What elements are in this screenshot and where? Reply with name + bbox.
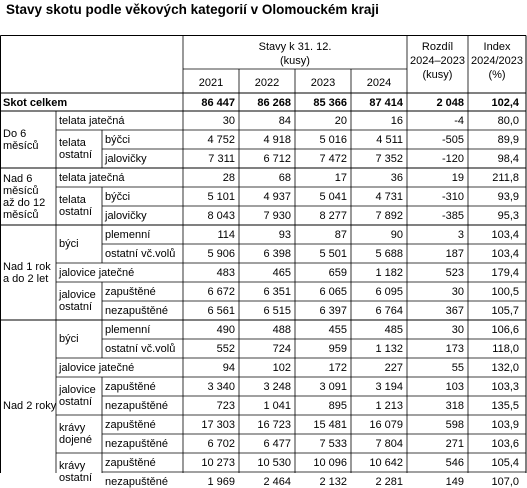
row-value: 103,9 bbox=[491, 419, 519, 431]
sub-label-kravy_ostatni: krávy bbox=[59, 460, 86, 472]
page-title: Stavy skotu podle věkových kategorií v Olomouckém kraji bbox=[6, 2, 379, 17]
row-value: 15 481 bbox=[313, 419, 347, 431]
row-value: 10 642 bbox=[369, 457, 403, 469]
row-value: 7 533 bbox=[319, 438, 347, 450]
row-value: 93 bbox=[278, 229, 291, 241]
row-value: 6 065 bbox=[319, 286, 347, 298]
header-index: (%) bbox=[488, 69, 506, 81]
row-value: 6 712 bbox=[263, 153, 291, 165]
row-value: 16 bbox=[390, 115, 403, 127]
row-value: 103,4 bbox=[491, 248, 519, 260]
header-index: Index bbox=[483, 41, 511, 53]
row-label: plemenní bbox=[105, 324, 151, 336]
group-label-g1: Do 6 bbox=[3, 127, 27, 140]
row-value: 485 bbox=[384, 324, 403, 336]
row-label: býčci bbox=[105, 191, 131, 203]
row-label: zapuštěné bbox=[105, 457, 156, 469]
row-value: 30 bbox=[451, 324, 464, 336]
row-value: 118,0 bbox=[492, 343, 519, 355]
row-value: 16 723 bbox=[257, 419, 291, 431]
row-value: 3 bbox=[457, 229, 464, 241]
row-value: 87 bbox=[334, 229, 347, 241]
sub-label-jalovice_ostatni: ostatní bbox=[59, 396, 93, 408]
row-label: nezapuštěné bbox=[105, 438, 168, 450]
row-value: 4 731 bbox=[375, 191, 403, 203]
sub-label-kravy_ostatni: ostatní bbox=[59, 472, 93, 484]
row-value: 8 043 bbox=[207, 210, 235, 222]
row-value: -385 bbox=[441, 210, 464, 222]
group-label-g2: až do 12 bbox=[3, 196, 46, 209]
row-value: 16 079 bbox=[369, 419, 403, 431]
row-value: 187 bbox=[445, 248, 464, 260]
row-value: 659 bbox=[328, 267, 347, 279]
row-value: 7 311 bbox=[208, 153, 235, 165]
sub-label-jalovice_ostatni: jalovice bbox=[59, 289, 96, 301]
sub-label-telata_ostatni: ostatní bbox=[59, 149, 93, 161]
header-index: 2024/2023 bbox=[471, 55, 523, 67]
row-value: 465 bbox=[272, 267, 291, 279]
row-value: 6 561 bbox=[207, 305, 235, 317]
row-value: 98,4 bbox=[497, 153, 519, 165]
header-rozdil: (kusy) bbox=[422, 69, 453, 81]
row-value: 959 bbox=[328, 343, 347, 355]
row-value: 68 bbox=[278, 172, 291, 184]
row-value: 6 351 bbox=[263, 286, 291, 298]
group-label-g4: Nad 2 roky bbox=[3, 399, 57, 412]
row-value: 7 892 bbox=[375, 210, 403, 222]
row-value: 7 930 bbox=[263, 210, 291, 222]
row-value: 105,7 bbox=[491, 305, 519, 317]
row-value: 103,6 bbox=[491, 438, 519, 450]
total-value: 86 447 bbox=[201, 97, 235, 109]
row-value: 30 bbox=[451, 286, 464, 298]
row-value: 17 bbox=[334, 172, 347, 184]
row-label: nezapuštěné bbox=[105, 400, 168, 412]
total-value: 87 414 bbox=[369, 97, 403, 109]
row-value: 7 804 bbox=[375, 438, 403, 450]
row-value: 552 bbox=[216, 343, 235, 355]
sub-label-jalovice_ostatni: jalovice bbox=[59, 384, 96, 396]
sub-label-jalovice_ostatni: ostatní bbox=[59, 301, 93, 313]
group-label-g2: měsíců bbox=[3, 184, 39, 197]
row-label: zapuštěné bbox=[105, 286, 156, 298]
row-value: 103,3 bbox=[491, 381, 519, 393]
header-year: 2022 bbox=[254, 77, 280, 89]
row-value: 100,5 bbox=[491, 286, 519, 298]
row-value: 4 511 bbox=[376, 134, 403, 146]
group-label-g1: měsíců bbox=[3, 139, 39, 152]
row-value: -310 bbox=[441, 191, 464, 203]
row-value: 3 340 bbox=[207, 381, 235, 393]
header-year: 2021 bbox=[198, 77, 224, 89]
sub-label-telata_ostatni: ostatní bbox=[59, 206, 93, 218]
row-value: 6 702 bbox=[207, 438, 235, 450]
row-value: 93,9 bbox=[497, 191, 519, 203]
row-label: plemenní bbox=[105, 229, 151, 241]
row-value: 5 906 bbox=[207, 248, 235, 260]
header-stavy-unit: (kusy) bbox=[280, 55, 310, 67]
group-label-g3: a do 2 let bbox=[3, 272, 49, 285]
sub-label-telata_ostatni: telata bbox=[59, 194, 86, 206]
row-value: 89,9 bbox=[497, 134, 519, 146]
row-value: 7 352 bbox=[375, 153, 403, 165]
row-value: 271 bbox=[445, 438, 464, 450]
header-year: 2024 bbox=[366, 77, 392, 89]
row-label: jalovičky bbox=[105, 153, 147, 165]
row-value: 3 091 bbox=[319, 381, 347, 393]
row-value: 3 248 bbox=[263, 381, 291, 393]
row-label: zapuštěné bbox=[105, 381, 156, 393]
row-value: 149 bbox=[445, 476, 464, 488]
row-value: 6 398 bbox=[263, 248, 291, 260]
row-value: 10 530 bbox=[257, 457, 291, 469]
row-value: 6 764 bbox=[375, 305, 403, 317]
row-value: 1 182 bbox=[375, 267, 403, 279]
row-value: 106,6 bbox=[491, 324, 519, 336]
sub-label-byci: býci bbox=[59, 238, 79, 250]
row-label: jalovice jatečné bbox=[59, 362, 135, 374]
row-value: 102 bbox=[272, 362, 291, 374]
row-value: 55 bbox=[451, 362, 464, 374]
group-label-g3: Nad 1 rok bbox=[3, 260, 51, 273]
row-value: 105,4 bbox=[491, 457, 519, 469]
row-value: 6 095 bbox=[375, 286, 403, 298]
row-value: 724 bbox=[272, 343, 291, 355]
row-value: 895 bbox=[328, 400, 347, 412]
group-label-g2: Nad 6 bbox=[3, 172, 33, 185]
row-value: 5 041 bbox=[319, 191, 347, 203]
row-value: 6 477 bbox=[263, 438, 291, 450]
row-value: 84 bbox=[278, 115, 291, 127]
row-value: 172 bbox=[328, 362, 347, 374]
row-value: 6 515 bbox=[263, 305, 291, 317]
row-value: 36 bbox=[390, 172, 403, 184]
row-value: 114 bbox=[217, 229, 235, 241]
row-value: 4 918 bbox=[263, 134, 291, 146]
row-value: 3 194 bbox=[375, 381, 403, 393]
row-label: nezapuštěné bbox=[105, 305, 168, 317]
row-value: 455 bbox=[328, 324, 347, 336]
header-rozdil: 2024–2023 bbox=[409, 55, 466, 67]
row-label: býčci bbox=[105, 134, 131, 146]
row-value: 211,8 bbox=[492, 172, 519, 184]
row-value: -505 bbox=[441, 134, 464, 146]
row-value: 523 bbox=[445, 267, 464, 279]
row-value: 723 bbox=[216, 400, 235, 412]
row-value: 20 bbox=[334, 115, 347, 127]
row-value: 135,5 bbox=[491, 400, 519, 412]
row-value: 6 672 bbox=[207, 286, 235, 298]
row-value: 483 bbox=[216, 267, 235, 279]
row-value: 80,0 bbox=[497, 115, 519, 127]
header-year: 2023 bbox=[310, 77, 336, 89]
total-value: 85 366 bbox=[313, 97, 347, 109]
row-value: 10 096 bbox=[313, 457, 347, 469]
row-value: 1 132 bbox=[375, 343, 403, 355]
row-value: 7 472 bbox=[319, 153, 347, 165]
row-value: 30 bbox=[222, 115, 235, 127]
header-rozdil: Rozdíl bbox=[421, 41, 454, 53]
row-value: 103,4 bbox=[491, 229, 519, 241]
sub-label-kravy_dojene: krávy bbox=[59, 422, 86, 434]
row-value: 5 501 bbox=[319, 248, 347, 260]
total-value: 102,4 bbox=[491, 97, 519, 109]
total-value: 2 048 bbox=[436, 97, 464, 109]
row-value: 1 041 bbox=[263, 400, 291, 412]
row-value: 179,4 bbox=[491, 267, 519, 279]
row-value: 10 273 bbox=[201, 457, 235, 469]
row-label: ostatní vč.volů bbox=[105, 343, 176, 355]
row-label: nezapuštěné bbox=[105, 476, 168, 488]
row-label: jalovice jatečné bbox=[59, 267, 135, 279]
sub-label-kravy_dojene: dojené bbox=[59, 434, 93, 446]
row-label: telata jatečná bbox=[59, 172, 125, 184]
row-value: 19 bbox=[451, 172, 464, 184]
row-value: 488 bbox=[272, 324, 291, 336]
row-label: telata jatečná bbox=[59, 115, 125, 127]
row-value: 1 213 bbox=[375, 400, 403, 412]
row-value: 2 132 bbox=[319, 476, 347, 488]
row-value: 132,0 bbox=[491, 362, 519, 374]
row-value: 95,3 bbox=[497, 210, 519, 222]
group-label-g2: měsíců bbox=[3, 208, 39, 221]
row-value: 173 bbox=[445, 343, 464, 355]
row-value: 94 bbox=[222, 362, 235, 374]
row-value: 5 688 bbox=[375, 248, 403, 260]
row-value: 598 bbox=[445, 419, 464, 431]
row-label: ostatní vč.volů bbox=[105, 248, 176, 260]
row-value: -120 bbox=[441, 153, 464, 165]
row-label: zapuštěné bbox=[105, 419, 156, 431]
row-value: 367 bbox=[445, 305, 464, 317]
row-value: 6 397 bbox=[319, 305, 347, 317]
row-label: jalovičky bbox=[105, 210, 147, 222]
row-value: 546 bbox=[445, 457, 464, 469]
row-value: 318 bbox=[445, 400, 464, 412]
row-value: 8 277 bbox=[319, 210, 347, 222]
total-value: 86 268 bbox=[257, 97, 291, 109]
row-value: 2 464 bbox=[263, 476, 291, 488]
row-value: 2 281 bbox=[375, 476, 403, 488]
row-value: 227 bbox=[384, 362, 403, 374]
row-value: 28 bbox=[222, 172, 235, 184]
row-value: 490 bbox=[216, 324, 235, 336]
sub-label-telata_ostatni: telata bbox=[59, 137, 86, 149]
row-value: 17 303 bbox=[201, 419, 235, 431]
row-value: 4 752 bbox=[207, 134, 235, 146]
row-value: -4 bbox=[454, 115, 464, 127]
header-stavy: Stavy k 31. 12. bbox=[258, 41, 332, 53]
row-value: 1 969 bbox=[207, 476, 235, 488]
total-label: Skot celkem bbox=[3, 97, 68, 109]
row-value: 4 937 bbox=[263, 191, 291, 203]
sub-label-byci: býci bbox=[59, 333, 79, 345]
row-value: 90 bbox=[390, 229, 403, 241]
row-value: 5 101 bbox=[207, 191, 235, 203]
row-value: 5 016 bbox=[319, 134, 347, 146]
row-value: 107,0 bbox=[491, 476, 519, 488]
row-value: 103 bbox=[445, 381, 464, 393]
